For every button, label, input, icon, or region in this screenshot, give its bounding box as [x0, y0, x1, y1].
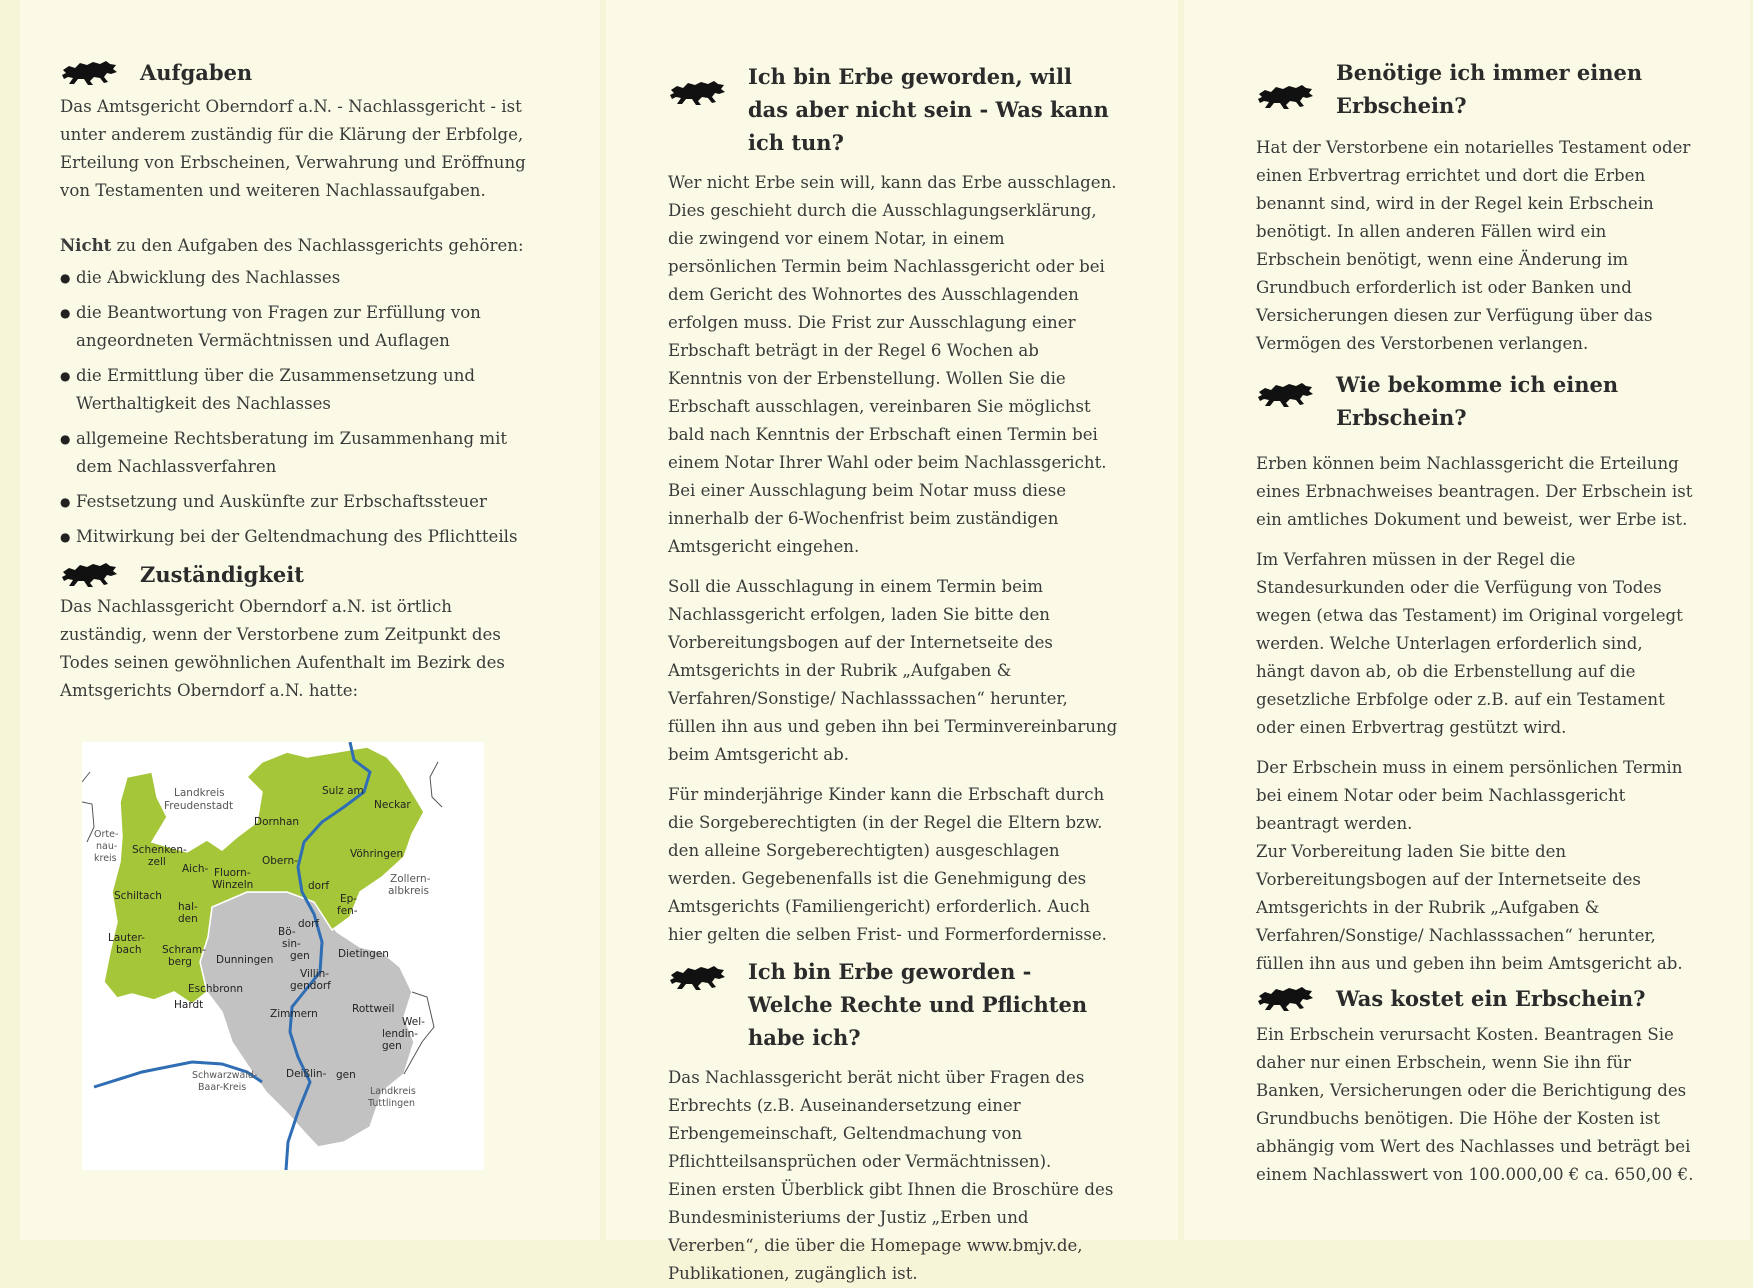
- list-item: ● die Ermittlung über die Zusammensetzung und Werthaltigkeit des Nachlasses: [60, 362, 530, 418]
- map-label: Vöhringen: [350, 848, 404, 860]
- map-label: den: [178, 913, 198, 925]
- heading-kosten-text: Was kostet ein Erbschein?: [1336, 986, 1646, 1011]
- lion-icon: [668, 76, 726, 108]
- map-label: Hardt: [174, 999, 204, 1011]
- map-label: Schram-: [162, 944, 206, 956]
- map-label: Aich-: [182, 863, 209, 875]
- map-label: Zimmern: [270, 1008, 318, 1020]
- lion-icon: [60, 56, 118, 88]
- map-label: gen: [290, 950, 310, 962]
- map-label: sin-: [282, 938, 301, 950]
- heading-zustaendigkeit: [60, 558, 530, 591]
- map-label: zell: [148, 856, 166, 868]
- list-item: ● die Beantwortung von Fragen zur Erfüllung von angeordneten Vermächtnissen und Auflagen: [60, 299, 530, 355]
- map-label: Wel-: [402, 1016, 425, 1028]
- wie-bekomme-paragraph-1: Erben können beim Nachlassgericht die Erteilung eines Erbnachweises beantragen. Der Erbschein ist ein amtliches Dokument und beweist, wer Erbe ist.: [1256, 454, 1693, 529]
- map-label: dorf: [298, 918, 320, 930]
- map-label: Neckar: [374, 799, 411, 811]
- map-label: lendin-: [382, 1028, 419, 1040]
- column-left: [60, 0, 530, 705]
- map-label: fen-: [337, 905, 358, 917]
- lion-icon: [1256, 982, 1314, 1014]
- heading-ausschlagen: [668, 60, 1118, 159]
- map-label: Baar-Kreis: [198, 1082, 247, 1093]
- ausschlagen-paragraph-2: Soll die Ausschlagung in einem Termin beim Nachlassgericht erfolgen, laden Sie bitte den Vorbereitungsbogen auf der Internetseite des Amtsgerichts in der Rubrik „Aufgaben & Verfahren/Sonstige/ Nachlasssachen“ herunter, füllen ihn aus und geben ihn bei Terminvereinbarung beim Amtsgericht ab.: [668, 577, 1118, 764]
- map-label: Dunningen: [216, 954, 274, 966]
- map-label: Dietingen: [338, 948, 389, 960]
- map-label: gen: [382, 1040, 402, 1052]
- lion-icon: [668, 961, 726, 993]
- map-label: Obern-: [262, 855, 298, 867]
- list-item: ● Festsetzung und Auskünfte zur Erbschaftssteuer: [60, 488, 530, 516]
- map-label: Schenken-: [132, 844, 187, 856]
- heading-aufgaben-text: Aufgaben: [140, 60, 253, 85]
- map-label: Fluorn-: [214, 867, 251, 879]
- map-label: Orte-: [94, 829, 119, 840]
- kosten-paragraph: Ein Erbschein verursacht Kosten. Beantragen Sie daher nur einen Erbschein, wenn Sie ihn für Banken, Versicherungen oder die Berichtigung des Grundbuchs benötigen. Die Höhe der Kosten ist abhängig vom Wert des Nachlasses und beträgt bei einem Nachlasswert von 100.000,00 € ca. 650,00 €.: [1256, 1025, 1694, 1184]
- nicht-rest: zu den Aufgaben des Nachlassgerichts gehören:: [111, 236, 524, 255]
- map-label: Schwarzwald-: [192, 1070, 258, 1081]
- wie-bekomme-paragraph-3: Der Erbschein muss in einem persönlichen Termin bei einem Notar oder beim Nachlassgericht beantragt werden.: [1256, 758, 1683, 833]
- map-label: Eschbronn: [188, 983, 244, 995]
- aufgaben-paragraph: Das Amtsgericht Oberndorf a.N. - Nachlassgericht - ist unter anderem zuständig für die Klärung der Erbfolge, Erteilung von Erbscheinen, Verwahrung und Eröffnung von Testamenten und weiteren Nachlassaufgaben.: [60, 97, 526, 200]
- map-label: Zollern-: [390, 873, 431, 885]
- zustaendigkeit-paragraph: Das Nachlassgericht Oberndorf a.N. ist örtlich zuständig, wenn der Verstorbene zum Zeitpunkt des Todes seinen gewöhnlichen Aufenthalt im Bezirk des Amtsgerichts Oberndorf a.N. hatte:: [60, 597, 505, 700]
- nicht-bold: Nicht: [60, 235, 112, 255]
- list-item: ● Mitwirkung bei der Geltendmachung des Pflichtteils: [60, 523, 530, 551]
- map-label: Rottweil: [352, 1003, 395, 1015]
- map-label: Bö-: [278, 926, 296, 938]
- map-label: berg: [168, 956, 192, 968]
- map-label: Lauter-: [108, 932, 145, 944]
- map-label: Freudenstadt: [164, 800, 234, 812]
- map-label: gendorf: [290, 980, 331, 992]
- heading-wie-bekomme-text: Wie bekomme ich einen Erbschein?: [1336, 372, 1619, 430]
- heading-rechte-text: Ich bin Erbe geworden - Welche Rechte und Pflichten habe ich?: [748, 959, 1088, 1050]
- district-map: [82, 742, 484, 1170]
- map-label: Landkreis: [370, 1086, 416, 1097]
- map-label: Sulz am: [322, 785, 364, 797]
- map-label: Ep-: [340, 893, 358, 905]
- map-label: Villin-: [300, 968, 330, 980]
- column-right: [1256, 0, 1696, 1189]
- lion-icon: [60, 558, 118, 590]
- ausschlagen-paragraph-1: Wer nicht Erbe sein will, kann das Erbe ausschlagen. Dies geschieht durch die Ausschlagungserklärung, die zwingend vor einem Notar, in einem persönlichen Termin beim Nachlassgericht oder bei dem Gericht des Wohnortes des Ausschlagenden erfolgen muss. Die Frist zur Ausschlagung einer Erbschaft beträgt in der Regel 6 Wochen ab Kenntnis von der Erbenstellung. Wollen Sie die Erbschaft ausschlagen, vereinbaren Sie möglichst bald nach Kenntnis der Erbschaft einen Termin bei einem Notar Ihrer Wahl oder beim Nachlassgericht. Bei einer Ausschlagung beim Notar muss diese innerhalb der 6-Wochenfrist beim zuständigen Amtsgericht eingehen.: [668, 173, 1117, 556]
- map-label: nau-: [96, 841, 118, 852]
- rechte-paragraph-2: Einen ersten Überblick gibt Ihnen die Broschüre des Bundesministeriums der Justiz „Erben und Vererben“, die über die Homepage www.bmjv.de, Publikationen, zugänglich ist.: [668, 1180, 1114, 1283]
- heading-aufgaben: [60, 56, 530, 89]
- map-label: Winzeln: [212, 879, 254, 891]
- map-label: Dornhan: [254, 816, 300, 828]
- wie-bekomme-paragraph-2: Im Verfahren müssen in der Regel die Standesurkunden oder die Verfügung von Todes wegen (etwa das Testament) im Original vorgelegt werden. Welche Unterlagen erforderlich sind, hängt davon ab, ob die Erbenstellung auf die gesetzliche Erbfolge oder z.B. auf ein Testament oder einen Erbvertrag gestützt wird.: [1256, 550, 1683, 737]
- list-item: ● allgemeine Rechtsberatung im Zusammenhang mit dem Nachlassverfahren: [60, 425, 530, 481]
- heading-rechte: [668, 955, 1118, 1054]
- wie-bekomme-paragraph-4: Zur Vorbereitung laden Sie bitte den Vorbereitungsbogen auf der Internetseite des Amtsgerichts in der Rubrik „Aufgaben & Verfahren/Sonstige/ Nachlasssachen“ herunter, füllen ihn aus und geben ihn beim Amtsgericht ab.: [1256, 842, 1683, 973]
- map-label: kreis: [94, 853, 117, 864]
- heading-immer-erbschein: [1256, 56, 1696, 122]
- list-item: ● die Abwicklung des Nachlasses: [60, 264, 530, 292]
- map-label: Schiltach: [114, 890, 162, 902]
- map-label: albkreis: [388, 885, 430, 897]
- map-label: hal-: [178, 901, 198, 913]
- ausschlagen-paragraph-3: Für minderjährige Kinder kann die Erbschaft durch die Sorgeberechtigten (in der Regel die Eltern bzw. den alleine Sorgeberechtigten) ausgeschlagen werden. Gegebenenfalls ist die Genehmigung des Amtsgerichts (Familiengericht) erforderlich. Auch hier gelten die selben Frist- und Formerfordernisse.: [668, 785, 1107, 944]
- map-label: Tuttlingen: [368, 1098, 416, 1109]
- lion-icon: [1256, 378, 1314, 410]
- heading-kosten: [1256, 982, 1696, 1015]
- map-label: gen: [336, 1069, 356, 1081]
- nicht-list: [60, 264, 530, 551]
- map-label: Deißlin-: [286, 1068, 327, 1080]
- map-label: dorf: [308, 880, 330, 892]
- heading-zustaendigkeit-text: Zuständigkeit: [140, 562, 304, 587]
- heading-immer-erbschein-text: Benötige ich immer einen Erbschein?: [1336, 60, 1643, 118]
- map-label: bach: [116, 944, 142, 956]
- heading-wie-bekomme: [1256, 368, 1696, 434]
- map-label: Landkreis: [174, 787, 225, 799]
- rechte-paragraph-1: Das Nachlassgericht berät nicht über Fragen des Erbrechts (z.B. Auseinandersetzung einer Erbengemeinschaft, Geltendmachung von Pflichtteilsansprüchen oder Vermächtnissen).: [668, 1068, 1085, 1171]
- column-middle: [668, 0, 1118, 1288]
- heading-ausschlagen-text: Ich bin Erbe geworden, will das aber nicht sein - Was kann ich tun?: [748, 64, 1109, 155]
- lion-icon: [1256, 80, 1314, 112]
- nicht-paragraph: [60, 231, 530, 260]
- immer-erbschein-paragraph: Hat der Verstorbene ein notarielles Testament oder einen Erbvertrag errichtet und dort die Erben benannt sind, wird in der Regel kein Erbschein benötigt. In allen anderen Fällen wird ein Erbschein benötigt, wenn eine Änderung im Grundbuch erforderlich ist oder Banken und Versicherungen diesen zur Verfügung über das Vermögen des Verstorbenen verlangen.: [1256, 138, 1691, 353]
